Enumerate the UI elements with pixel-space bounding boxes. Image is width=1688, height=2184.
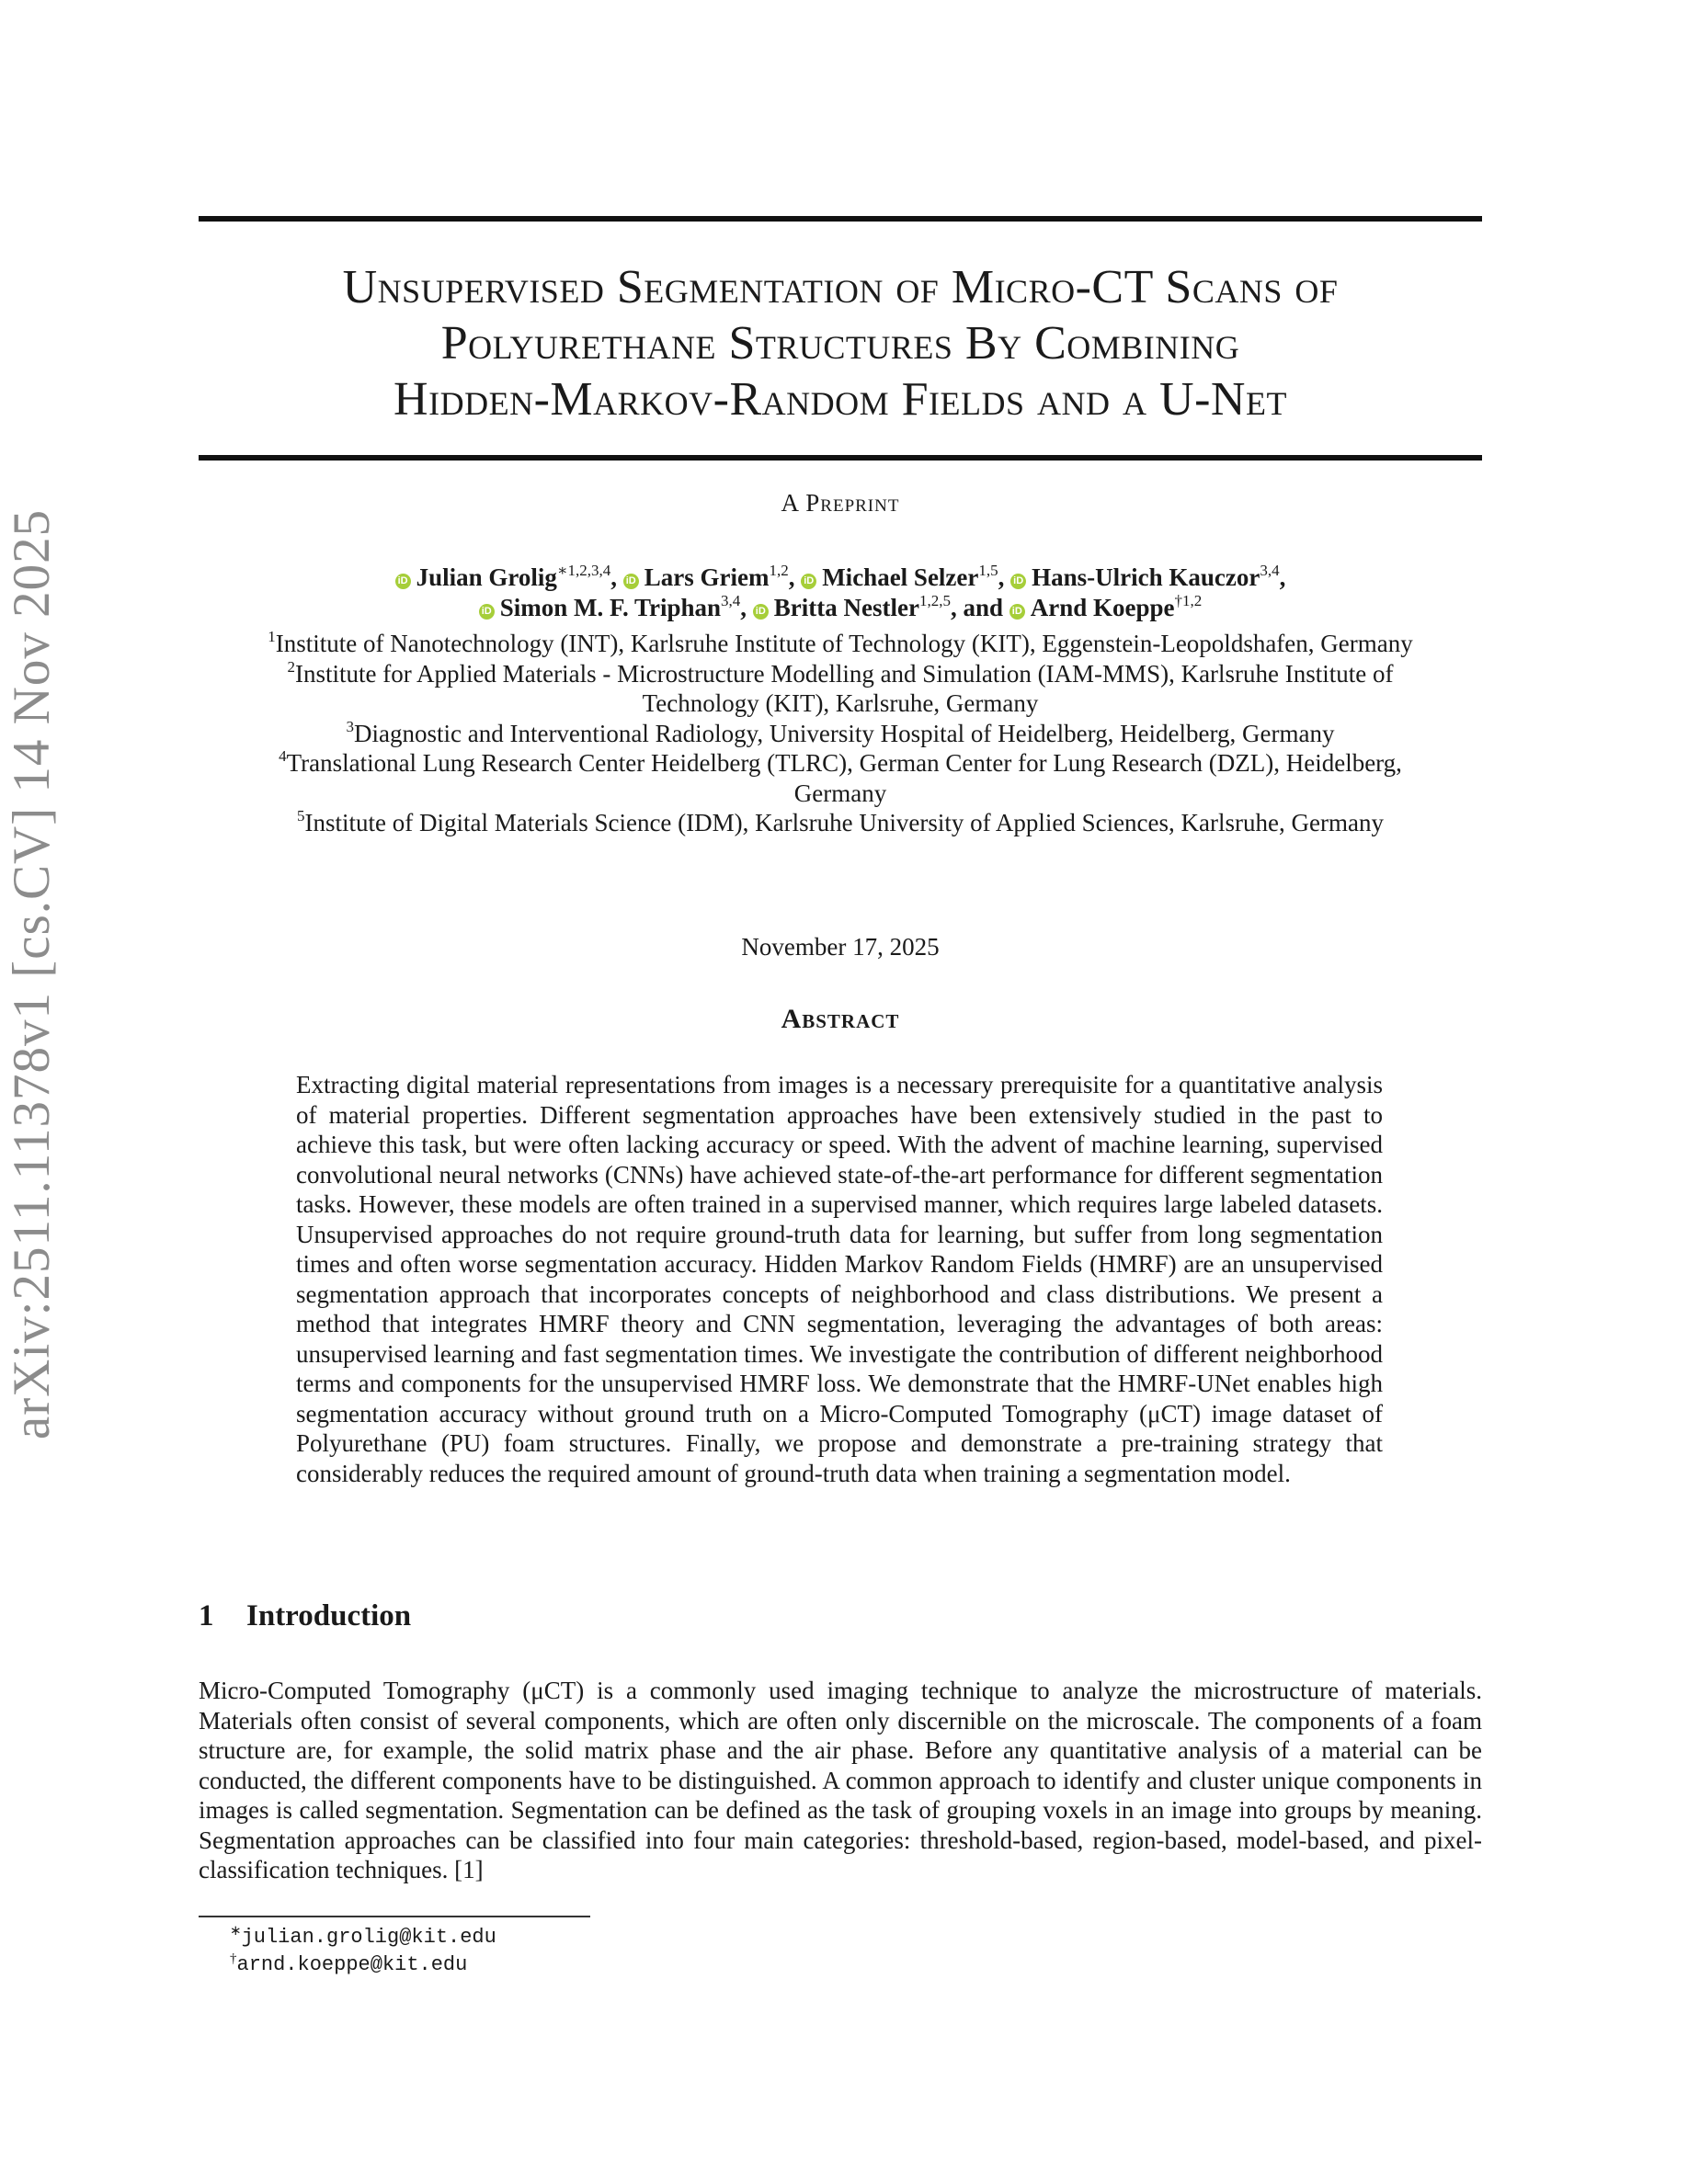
footnotes <box>230 1924 496 1979</box>
author-affil-marks: ∗1,2,3,4 <box>556 562 611 579</box>
preprint-label: A Preprint <box>781 489 900 517</box>
author-name: Julian Grolig <box>416 563 557 591</box>
orcid-icon[interactable]: iD <box>1010 574 1026 589</box>
introduction-paragraph: Micro-Computed Tomography (μCT) is a commonly used imaging technique to analyze the microstructure of materials. Materials often consist of several components, which are often only discernible on the microscale. The components of a foam structure are, for example, the solid matrix phase and the air phase. Before any quantitative analysis of a material can be conducted, the different components have to be distinguished. A common approach to identify and cluster unique components in images is called segmentation. Segmentation can be defined as the task of grouping voxels in an image into groups by meaning. Segmentation approaches can be classified into four main categories: threshold-based, region-based, model-based, and pixel-classification techniques. [1] <box>199 1677 1482 1883</box>
abstract-heading: Abstract <box>781 1004 900 1034</box>
affiliation-list <box>199 629 1482 838</box>
author-affil-marks: 1,2 <box>769 562 789 579</box>
publication-date: November 17, 2025 <box>741 933 940 961</box>
orcid-icon[interactable]: iD <box>753 604 769 620</box>
author-list: iD Julian Grolig$^{∗1,2,3,4}$, iD Lars Griem$^{1,2}$, iD Michael Selzer$^{1,5}$, iD Hans-Ulrich Kauczor$^{3,4}$, iD Simon M. F. Triphan$^{3,4}$, iD Britta Nestler$^{1,2,5}$, and iD Arnd Koeppe$^{\dagger 1,2}$ <box>199 563 1482 623</box>
and-label: and <box>963 594 1004 621</box>
author-name: Britta Nestler <box>773 594 919 621</box>
footnote-1: ∗julian.grolig@kit.edu <box>230 1924 496 1949</box>
author-name: Arnd Koeppe <box>1030 594 1175 621</box>
affiliation-2: $^2$Institute for Applied Materials - Microstructure Modelling and Simulation (IAM-MMS), Karlsruhe Institute of <box>287 657 1394 688</box>
author-name: Michael Selzer <box>822 563 979 591</box>
footnote-2: †arnd.koeppe@kit.edu <box>230 1951 468 1976</box>
author-affil-marks: 1,5 <box>978 562 998 579</box>
author-name: Hans-Ulrich Kauczor <box>1032 563 1260 591</box>
affiliation-2-cont: Technology (KIT), Karlsruhe, Germany <box>642 689 1039 717</box>
arxiv-identifier: arXiv:2511.11378v1 [cs.CV] 14 Nov 2025 <box>3 508 61 1440</box>
orcid-icon[interactable]: iD <box>1009 604 1025 620</box>
title-rule-bottom <box>199 455 1482 461</box>
author-affil-marks: 3,4 <box>721 592 741 609</box>
email-link[interactable]: arnd.koeppe@kit.edu <box>236 1953 468 1976</box>
title-line-2: Polyurethane Structures By Combining <box>440 317 1240 370</box>
orcid-icon[interactable]: iD <box>395 574 411 589</box>
section-title: Introduction <box>246 1599 412 1632</box>
affiliation-4: $^4$Translational Lung Research Center Heidelberg (TLRC), German Center for Lung Research (DZL), Heidelberg, <box>279 747 1402 777</box>
affiliation-3: $^3$Diagnostic and Interventional Radiology, University Hospital of Heidelberg, Heidelberg, Germany <box>346 717 1335 747</box>
abstract-body: Extracting digital material representations from images is a necessary prerequisite for a quantitative analysis of material properties. Different segmentation approaches have been extensively studied in the past to achieve this task, but were often lacking accuracy or speed. With the advent of machine learning, supervised convolutional neural networks (CNNs) have achieved state-of-the-art performance for different segmentation tasks. However, these models are often trained in a supervised manner, which requires large labeled datasets. Unsupervised approaches do not require ground-truth data for learning, but suffer from long segmentation times and often worse segmentation accuracy. Hidden Markov Random Fields (HMRF) are an unsupervised segmentation approach that incorporates concepts of neighborhood and class distributions. We present a method that integrates HMRF theory and CNN segmentation, leveraging the advantages of both areas: unsupervised learning and fast segmentation times. We investigate the contribution of different neighborhood terms and components for the unsupervised HMRF loss. We demonstrate that the HMRF-UNet enables high segmentation accuracy without ground truth on a Micro-Computed Tomography (μCT) image dataset of Polyurethane (PU) foam structures. Finally, we propose and demonstrate a pre-training strategy that considerably reduces the required amount of ground-truth data when training a segmentation model. <box>296 1071 1383 1487</box>
title-rule-top <box>199 216 1482 222</box>
author-affil-marks: 1,2,5 <box>918 592 951 609</box>
affiliation-5: $^5$Institute of Digital Materials Science (IDM), Karlsruhe University of Applied Sciences, Karlsruhe, Germany <box>297 807 1384 836</box>
footnote-rule <box>199 1916 590 1917</box>
author-name: Lars Griem <box>644 563 770 591</box>
author-name: Simon M. F. Triphan <box>499 594 722 621</box>
affiliation-4-cont: Germany <box>793 779 887 807</box>
orcid-icon[interactable]: iD <box>801 574 816 589</box>
author-affil-marks: 3,4 <box>1260 562 1280 579</box>
author-affil-marks: †1,2 <box>1174 592 1203 609</box>
title-line-3: Hidden-Markov-Random Fields and a U-Net <box>393 373 1287 426</box>
title-line-1: Unsupervised Segmentation of Micro-CT Scans of <box>342 261 1339 313</box>
orcid-icon[interactable]: iD <box>479 604 495 620</box>
section-heading <box>199 1599 411 1633</box>
affiliation-1: $^1$Institute of Nanotechnology (INT), Karlsruhe Institute of Technology (KIT), Eggenstein-Leopoldshafen, Germany <box>268 628 1413 657</box>
paper-title <box>199 259 1482 427</box>
email-link[interactable]: julian.grolig@kit.edu <box>241 1926 496 1949</box>
section-number: 1 <box>199 1599 214 1632</box>
orcid-icon[interactable]: iD <box>623 574 639 589</box>
